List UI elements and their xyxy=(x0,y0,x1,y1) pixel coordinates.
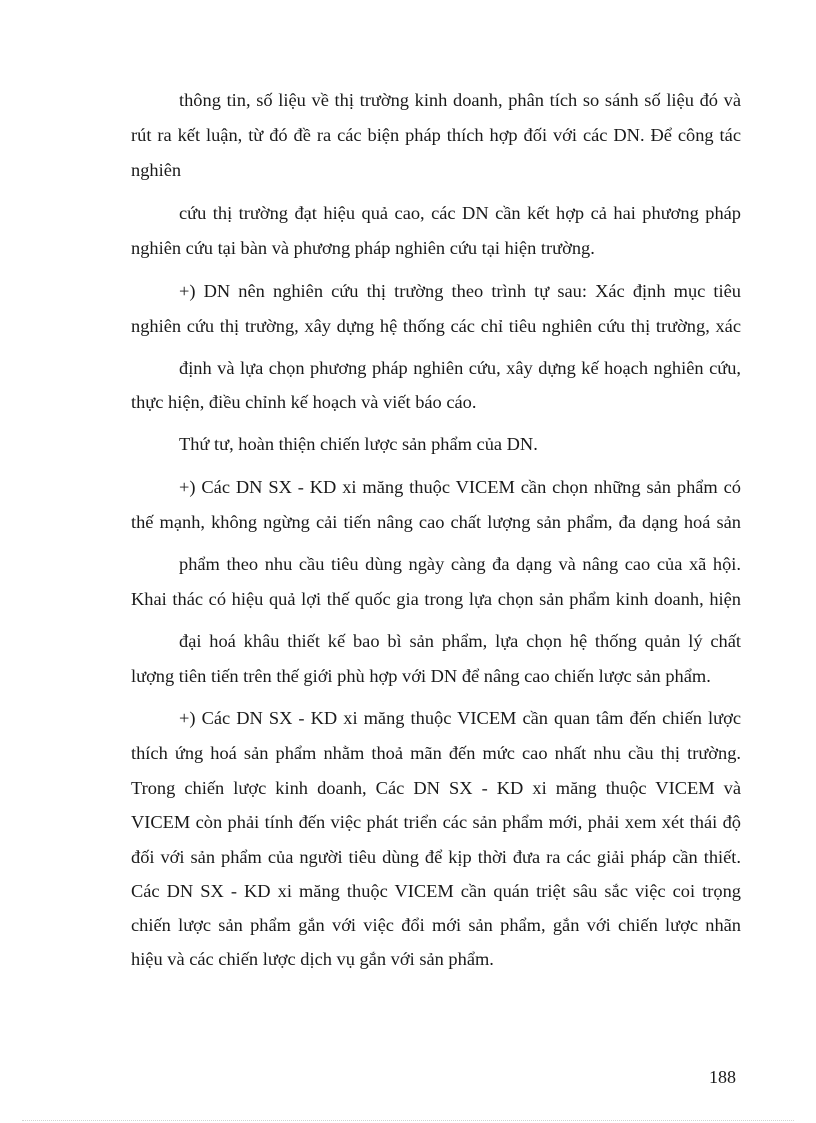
text-line: cứu thị trường đạt hiệu quả cao, các DN cần kết hợp cả hai phương pháp xyxy=(179,203,741,223)
text-line: chiến lược sản phẩm gắn với việc đổi mới sản phẩm, gắn với chiến lược nhãn xyxy=(131,915,741,935)
text-line: VICEM còn phải tính đến việc phát triển các sản phẩm mới, phải xem xét thái độ xyxy=(131,812,741,832)
text-line: thông tin, số liệu về thị trường kinh doanh, phân tích so sánh số liệu đó và xyxy=(179,90,741,110)
bottom-divider xyxy=(22,1120,794,1121)
text-line: Khai thác có hiệu quả lợi thế quốc gia trong lựa chọn sản phẩm kinh doanh, hiện xyxy=(131,589,741,609)
text-line: thực hiện, điều chỉnh kế hoạch và viết báo cáo. xyxy=(131,392,477,412)
text-line: +) Các DN SX - KD xi măng thuộc VICEM cần chọn những sản phẩm có xyxy=(179,477,741,497)
text-line: rút ra kết luận, từ đó đề ra các biện pháp thích hợp đối với các DN. Để công tác xyxy=(131,125,741,145)
text-line: hiệu và các chiến lược dịch vụ gắn với sản phẩm. xyxy=(131,949,494,969)
text-line: nghiên cứu tại bàn và phương pháp nghiên cứu tại hiện trường. xyxy=(131,238,595,258)
text-line: phẩm theo nhu cầu tiêu dùng ngày càng đa dạng và nâng cao của xã hội. xyxy=(179,554,741,574)
text-line: đại hoá khâu thiết kế bao bì sản phẩm, lựa chọn hệ thống quản lý chất xyxy=(179,631,741,651)
text-line: thích ứng hoá sản phẩm nhằm thoả mãn đến mức cao nhất nhu cầu thị trường. xyxy=(131,743,741,763)
page-number: 188 xyxy=(709,1067,736,1087)
text-line: định và lựa chọn phương pháp nghiên cứu, xây dựng kế hoạch nghiên cứu, xyxy=(179,358,741,378)
text-line: nghiên xyxy=(131,160,182,180)
text-line: đối với sản phẩm của người tiêu dùng để kịp thời đưa ra các giải pháp cần thiết. xyxy=(131,847,741,867)
text-line: +) Các DN SX - KD xi măng thuộc VICEM cần quan tâm đến chiến lược xyxy=(179,708,741,728)
text-line: Thứ tư, hoàn thiện chiến lược sản phẩm của DN. xyxy=(179,434,538,454)
text-line: thế mạnh, không ngừng cải tiến nâng cao chất lượng sản phẩm, đa dạng hoá sản xyxy=(131,512,741,532)
text-line: nghiên cứu thị trường, xây dựng hệ thống các chỉ tiêu nghiên cứu thị trường, xác xyxy=(131,316,741,336)
text-line: Các DN SX - KD xi măng thuộc VICEM cần quán triệt sâu sắc việc coi trọng xyxy=(131,881,741,901)
text-line: Trong chiến lược kinh doanh, Các DN SX - KD xi măng thuộc VICEM và xyxy=(131,778,741,798)
text-line: lượng tiên tiến trên thế giới phù hợp với DN để nâng cao chiến lược sản phẩm. xyxy=(131,666,711,686)
text-line: +) DN nên nghiên cứu thị trường theo trình tự sau: Xác định mục tiêu xyxy=(179,281,741,301)
